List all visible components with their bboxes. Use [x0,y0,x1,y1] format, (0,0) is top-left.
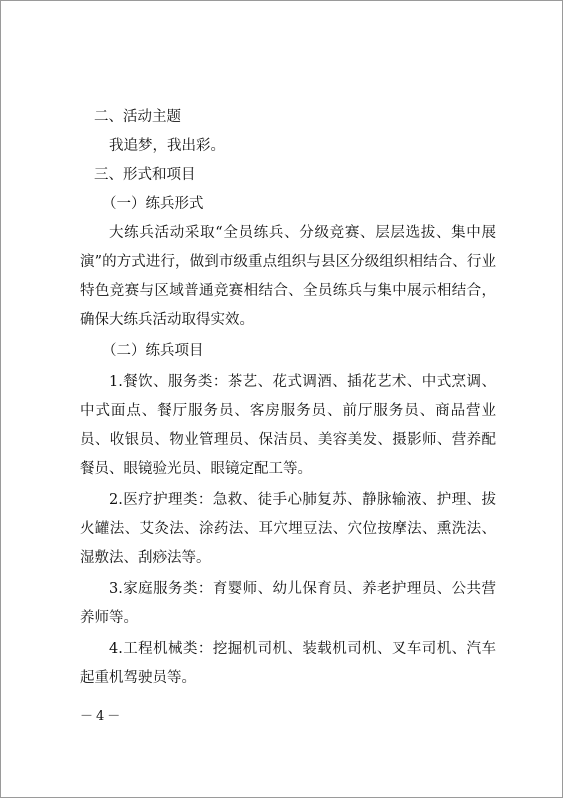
section-heading-forms: 三、形式和项目 [94,167,196,183]
item-catering-service: 1.餐饮、服务类：茶艺、花式调酒、插花艺术、中式烹调、中式面点、餐厅服务员、客房服务员、前厅服务员、商品营业员、收银员、物业管理员、保洁员、美容美发、摄影师、营养配餐员、眼镜验光员、眼镜定配工等。 [80,374,496,477]
section-heading-theme: 二、活动主题 [94,109,181,125]
item-home-service: 3.家庭服务类：育婴师、幼儿保育员、养老护理员、公共营养师等。 [80,581,496,626]
subheading-training-items: （二）练兵项目 [102,343,204,359]
subheading-training-form: （一）练兵形式 [102,196,204,212]
item-medical-care: 2.医疗护理类：急救、徒手心肺复苏、静脉输液、护理、拔火罐法、艾灸法、涂药法、耳穴埋豆法、穴位按摩法、熏洗法、湿敷法、刮痧法等。 [80,492,496,566]
paragraph-training-form: 大练兵活动采取“全员练兵、分级竞赛、层层选拔、集中展演”的方式进行，做到市级重点组织与县区分级组织相结合、行业特色竞赛与区域普通竞赛相结合、全员练兵与集中展示相结合，确保大练兵活动取得实效。 [80,225,496,328]
theme-text: 我追梦，我出彩。 [109,138,225,154]
item-engineering-machinery: 4.工程机械类：挖掘机司机、装载机司机、叉车司机、汽车起重机驾驶员等。 [80,641,496,686]
page-number: －4－ [80,709,124,724]
document-body [80,103,496,693]
